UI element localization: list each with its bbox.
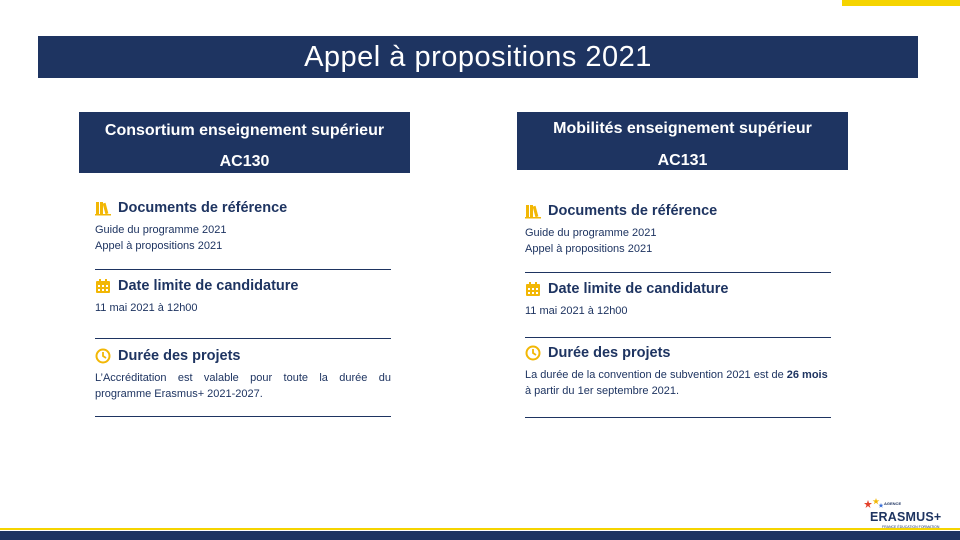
- section-heading: Documents de référence: [548, 203, 718, 219]
- duration-section: [95, 348, 391, 402]
- section-divider: [95, 416, 391, 417]
- section-divider: [95, 338, 391, 339]
- duration-text-end: à partir du 1er septembre 2021.: [525, 385, 680, 397]
- left-info-panel: [95, 200, 391, 417]
- deadline-value: 11 mai 2021 à 12h00: [95, 302, 198, 314]
- reference-doc-item: Guide du programme 2021: [95, 224, 227, 236]
- duration-highlight: 26 mois: [786, 369, 828, 381]
- footer-bar: [0, 531, 960, 540]
- reference-doc-item: Appel à propositions 2021: [525, 243, 653, 255]
- duration-text: [525, 367, 831, 399]
- erasmus-logo: [862, 498, 958, 530]
- right-column-header: [517, 112, 848, 170]
- books-icon: [525, 203, 541, 219]
- reference-documents-section: [525, 203, 831, 272]
- section-heading: Date limite de candidature: [548, 281, 729, 297]
- calendar-icon: [525, 281, 541, 297]
- deadline-section: [525, 281, 831, 337]
- section-divider: [525, 272, 831, 273]
- section-heading: Documents de référence: [118, 200, 288, 216]
- clock-icon: [95, 348, 111, 364]
- clock-icon: [525, 345, 541, 361]
- slide-title: Appel à propositions 2021: [304, 40, 652, 73]
- left-header-code: AC130: [219, 153, 270, 170]
- logo-wordmark: ERASMUS+: [870, 510, 942, 524]
- left-column-header: [79, 112, 410, 173]
- section-heading: Date limite de candidature: [118, 278, 299, 294]
- duration-text-start: La durée de la convention de subvention 2021 est de: [525, 369, 787, 381]
- books-icon: [95, 200, 111, 216]
- logo-subtitle: FRANCE ÉDUCATION FORMATION: [882, 525, 940, 529]
- reference-doc-item: Guide du programme 2021: [525, 227, 657, 239]
- reference-documents-section: [95, 200, 391, 269]
- right-header-code: AC131: [657, 152, 708, 169]
- right-info-panel: [525, 203, 831, 418]
- section-divider: [525, 337, 831, 338]
- deadline-section: [95, 278, 391, 338]
- top-accent-bar: [842, 0, 960, 6]
- duration-text: L’Accréditation est valable pour toute la durée du programme Erasmus+ 2021-2027.: [95, 372, 391, 400]
- logo-agency-text: AGENCE: [884, 501, 902, 506]
- left-header-title: Consortium enseignement supérieur: [104, 122, 385, 139]
- section-divider: [525, 417, 831, 418]
- slide-title-bar: [38, 36, 918, 78]
- deadline-value: 11 mai 2021 à 12h00: [525, 305, 628, 317]
- section-divider: [95, 269, 391, 270]
- calendar-icon: [95, 278, 111, 294]
- duration-section: [525, 345, 831, 399]
- right-header-title: Mobilités enseignement supérieur: [553, 120, 812, 137]
- section-heading: Durée des projets: [548, 345, 671, 361]
- section-heading: Durée des projets: [118, 348, 241, 364]
- footer-accent-line: [0, 528, 960, 530]
- reference-doc-item: Appel à propositions 2021: [95, 240, 223, 252]
